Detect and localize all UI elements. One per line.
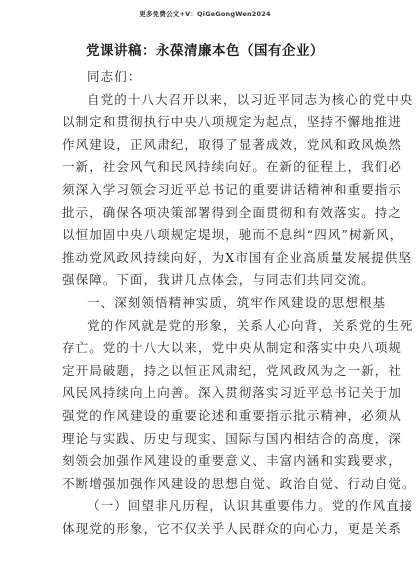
body-line: 党的作风就是党的形象，关系人心向背，关系党的生死 [87,317,414,333]
body-line: 存亡。党的十八大以来，党中央从制定和落实中央八项规 [62,340,403,356]
document-title: 党课讲稿：永葆清廉本色（国有企业） [86,43,324,59]
body-line: 一、深刻领悟精神实质，筑牢作风建设的思想根基 [87,294,387,310]
body-line: 须深入学习领会习近平总书记的重要讲话精神和重要指示 [62,181,403,197]
body-line: 理论与实践、历史与现实、国际与国内相结合的高度，深 [62,430,403,446]
body-line: 同志们： [87,69,142,84]
body-line: 风民风持续向上向善。深入贯彻落实习近平总书记关于加 [62,385,403,401]
document-body [62,66,416,540]
body-line: 刻领会加强作风建设的重要意义、丰富内涵和实践要求， [62,453,403,469]
body-line: 强保障。下面，我讲几点体会，与同志们共同交流。 [62,272,375,288]
body-line: （一）回望非凡历程，认识其重要伟力。党的作风直接 [87,498,414,514]
body-line: 以制定和贯彻执行中央八项规定为起点，坚持不懈地推进 [62,114,403,130]
body-line: 以恒加固中央八项规定堤坝，驰而不息纠“四风”树新风， [62,227,404,243]
body-line: 不断增强加强作风建设的思想自觉、政治自觉、行动自觉。 [62,475,416,491]
body-line: 批示，确保各项决策部署得到全面贯彻和有效落实。持之 [62,204,403,220]
body-line: 体现党的形象，它不仅关乎人民群众的向心力，更是关系 [62,520,403,536]
header-note: 更多免费公文+V：QiGeGongWen2024 [139,10,271,18]
body-line: 一新，社会风气和民风持续向好。在新的征程上，我们必 [62,159,403,175]
body-line: 强党的作风建设的重要论述和重要指示批示精神，必须从 [62,407,403,423]
body-line: 定开局破题，持之以恒正风肃纪，党风政风为之一新，社 [62,362,403,378]
body-line: 推动党风政风持续向好，为X市国有企业高质量发展提供坚 [62,249,412,265]
body-line: 自党的十八大召开以来，以习近平同志为核心的党中央 [87,91,414,107]
body-line: 作风建设，正风肃纪，取得了显著成效，党风和政风焕然 [62,136,403,152]
